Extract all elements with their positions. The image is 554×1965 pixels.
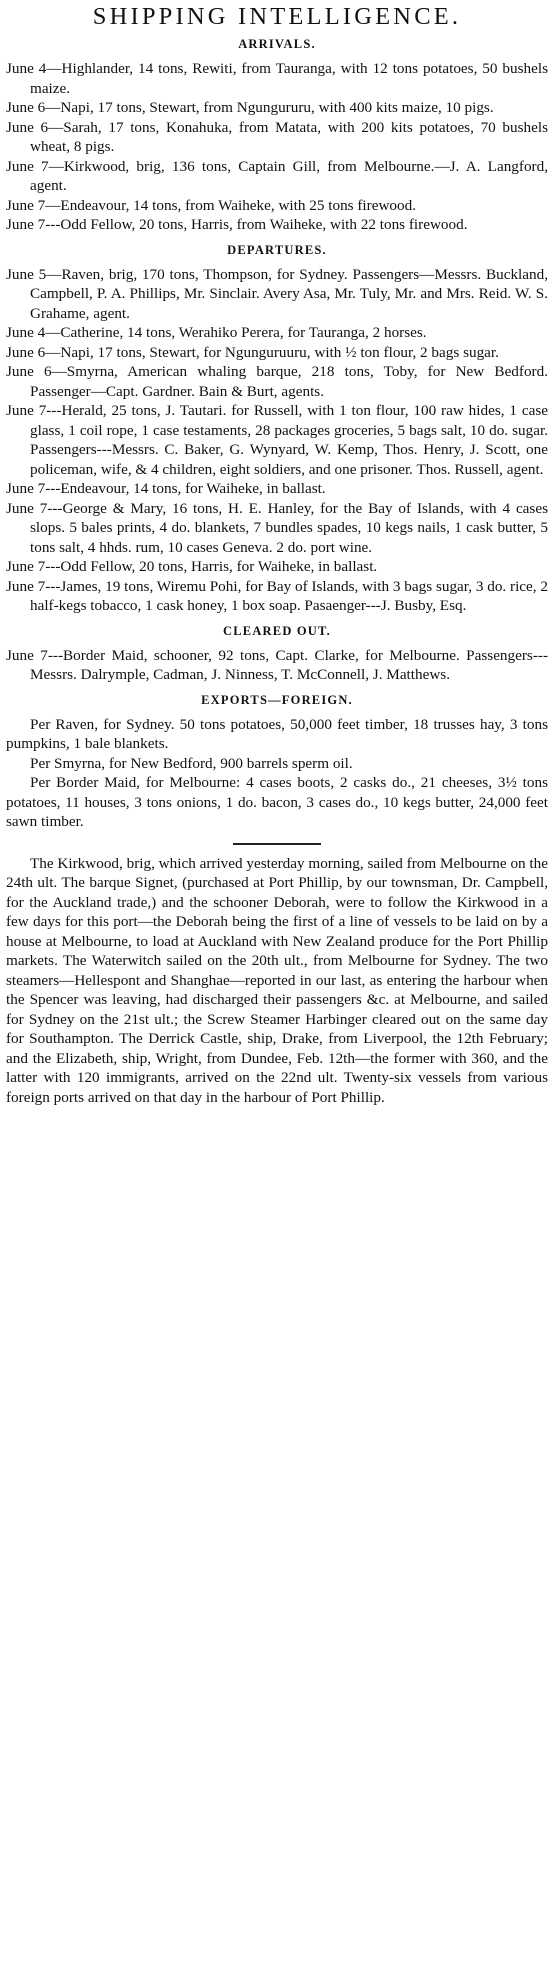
section-divider	[233, 843, 321, 845]
page-title: SHIPPING INTELLIGENCE.	[92, 3, 462, 30]
arrival-entry: June 6—Napi, 17 tons, Stewart, from Ngungururu, with 400 kits maize, 10 pigs.	[6, 99, 494, 116]
cleared-entry: June 7---Border Maid, schooner, 92 tons, Capt. Clarke, for Melbourne. Passengers---Messrs. Dalrymple, Cadman, J. Ninness, T. McConnell, J. Matthews.	[6, 646, 548, 683]
export-paragraph: Per Border Maid, for Melbourne: 4 cases boots, 2 casks do., 21 cheeses, 3½ tons potatoes, 11 houses, 3 tons onions, 1 do. bacon, 3 cases do., 10 kegs butter, 24,000 feet sawn timber.	[6, 774, 548, 830]
departure-entry: June 7---George & Mary, 16 tons, H. E. Hanley, for the Bay of Islands, with 4 cases slops. 5 bales prints, 4 do. blankets, 7 bundles spades, 10 kegs nails, 1 cask butter, 5 tons salt, 4 hhds. rum, 10 cases Geneva. 2 do. port wine.	[6, 499, 548, 556]
departure-entry: June 6—Napi, 17 tons, Stewart, for Ngunguruuru, with ½ ton flour, 2 bags sugar.	[6, 343, 499, 361]
news-paragraph: The Kirkwood, brig, which arrived yesterday morning, sailed from Melbourne on the 24th ult. The barque Signet, (purchased at Port Phillip, by our townsman, Dr. Campbell, for the Auckland trade,) and the schooner Deborah, were to follow the Kirkwood in a few days for this port—the Deborah being the first of a line of vessels to be laid on by a house at Melbourne, to load at Auckland with New Zealand produce for the Port Phillip markets. The Waterwitch sailed on the 20th ult., from Melbourne for Sydney. The two steamers—Hellespont and Shanghae—reported in our last, as entering the harbour when the Spencer was leaving, had discharged their passengers &c. at Melbourne, and sailed for Sydney on the 21st ult.; the Screw Steamer Harbinger cleared out on the same day for Southampton. The Derrick Castle, ship, Drake, from Liverpool, the 12th February; and the Elizabeth, ship, Wright, from Dundee, Feb. 12th—the former with 360, and the latter with 120 immigrants, arrived on the 22nd ult. Twenty-six vessels from various foreign ports arrived on that day in the harbour of Port Phillip.	[6, 854, 548, 1106]
departures-list	[6, 265, 548, 616]
arrival-entry: June 4—Highlander, 14 tons, Rewiti, from Tauranga, with 12 tons potatoes, 50 bushels maize.	[6, 60, 548, 97]
arrival-entry: June 7—Endeavour, 14 tons, from Waiheke, with 25 tons firewood.	[6, 196, 416, 214]
departures-heading: DEPARTURES.	[227, 242, 327, 257]
departure-entry: June 7---James, 19 tons, Wiremu Pohi, for Bay of Islands, with 3 bags sugar, 3 do. rice, 2 half-kegs tobacco, 1 cask honey, 1 box soap. Pasaenger---J. Busby, Esq.	[6, 577, 548, 614]
departure-entry: June 7---Odd Fellow, 20 tons, Harris, for Waiheke, in ballast.	[6, 558, 378, 575]
cleared-out-list	[6, 646, 548, 685]
departure-entry: June 6—Smyrna, American whaling barque, 218 tons, Toby, for New Bedford. Passenger—Capt. Gardner. Bain & Burt, agents.	[6, 363, 548, 400]
exports-list	[6, 715, 548, 832]
arrivals-heading: ARRIVALS.	[238, 37, 316, 51]
arrival-entry: June 7---Odd Fellow, 20 tons, Harris, from Waiheke, with 22 tons firewood.	[6, 216, 468, 233]
arrivals-list	[6, 59, 548, 235]
exports-heading: EXPORTS—FOREIGN.	[201, 692, 353, 707]
export-paragraph: Per Smyrna, for New Bedford, 900 barrels sperm oil.	[30, 754, 353, 772]
departure-entry: June 7---Herald, 25 tons, J. Tautari. for Russell, with 1 ton flour, 100 raw hides, 1 case glass, 1 coil rope, 1 case testaments, 28 packages groceries, 5 bags salt, 10 do. sugar. Passengers---Messrs. C. Baker, G. Wynyard, W. Kemp, Thos. Henry, J. Scott, one policeman, wife, & 4 children, eight soldiers, and one prisoner. Thos. Russell, agent.	[6, 402, 548, 478]
departure-entry: June 5—Raven, brig, 170 tons, Thompson, for Sydney. Passengers—Messrs. Buckland, Campbell, P. A. Phillips, Mr. Sinclair. Avery Asa, Mr. Tuly, Mr. and Mrs. Reid. W. S. Grahame, agent.	[6, 265, 548, 322]
arrival-entry: June 7—Kirkwood, brig, 136 tons, Captain Gill, from Melbourne.—J. A. Langford, agent.	[6, 157, 548, 194]
departure-entry: June 4—Catherine, 14 tons, Werahiko Perera, for Tauranga, 2 horses.	[6, 324, 427, 341]
arrival-entry: June 6—Sarah, 17 tons, Konahuka, from Matata, with 200 kits potatoes, 70 bushels wheat, 8 pigs.	[6, 118, 548, 155]
cleared-out-heading: CLEARED OUT.	[223, 623, 331, 638]
export-paragraph: Per Raven, for Sydney. 50 tons potatoes, 50,000 feet timber, 18 trusses hay, 3 tons pumpkins, 1 bale blankets.	[6, 715, 548, 752]
departure-entry: June 7---Endeavour, 14 tons, for Waiheke, in ballast.	[6, 480, 326, 497]
